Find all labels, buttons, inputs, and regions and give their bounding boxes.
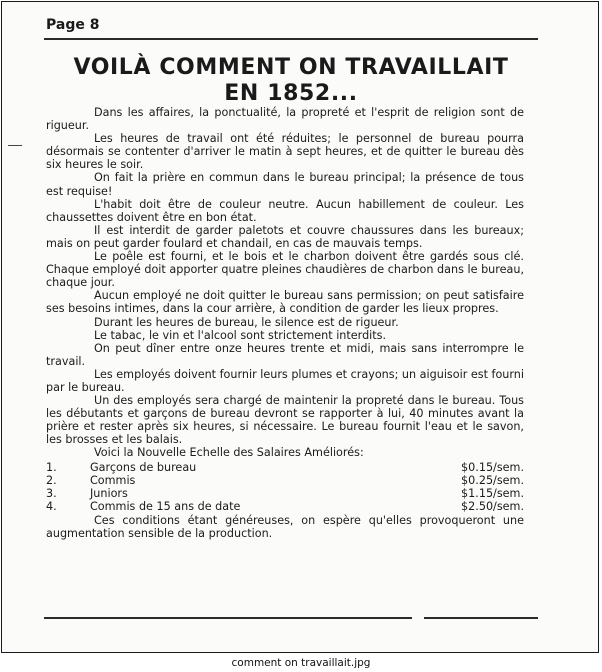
paragraph: L'habit doit être de couleur neutre. Aucun habillement de couleur. Les chaussettes doivent être en bon état. [46,197,524,224]
wage-number: 1. [46,460,57,474]
wage-amount: $0.25/sem. [461,473,524,487]
paragraph: Le tabac, le vin et l'alcool sont strictement interdits. [94,328,387,342]
wage-row [46,500,524,513]
wage-amount: $0.15/sem. [461,460,524,474]
title-line-2: EN 1852... [224,81,358,106]
image-filename-caption: comment on travaillait.jpg [231,657,371,669]
paragraph: Il est interdit de garder paletots et couvre chaussures dans les bureaux; mais on peut garder foulard et chandail, en cas de mauvais temps. [46,223,524,250]
footer-rule [44,617,412,619]
margin-mark [8,145,22,146]
paragraph: Aucun employé ne doit quitter le bureau sans permission; on peut satisfaire ses besoins intimes, dans la cour arrière, à condition de garder les lieux propres. [46,289,524,316]
wage-row [46,474,524,487]
page-number: Page 8 [46,17,100,33]
wage-scale-list [46,461,524,513]
wage-label: Commis [90,473,136,487]
footer-rule [424,617,538,619]
header-rule [44,38,538,40]
closing-paragraph: Ces conditions étant généreuses, on espère qu'elles provoqueront une augmentation sensible de la production. [46,513,524,540]
paragraph: Les heures de travail ont été réduites; le personnel de bureau pourra désormais se contenter d'arriver le matin à sept heures, et de quitter le bureau dès six heures le soir. [46,132,524,172]
article-body [46,106,524,540]
wage-row [46,487,524,500]
wage-label: Garçons de bureau [90,460,197,474]
wage-amount: $1.15/sem. [461,486,524,500]
article-title [44,55,538,107]
paragraph: Le poêle est fourni, et le bois et le charbon doivent être gardés sous clé. Chaque employé doit apporter quatre pleines chaudières de charbon dans le bureau, chaque jour. [46,250,524,290]
wage-scale-intro: Voici la Nouvelle Echelle des Salaires Améliorés: [94,446,364,460]
wage-row [46,461,524,474]
paragraph: On fait la prière en commun dans le bureau principal; la présence de tous est requise! [46,171,524,198]
wage-label: Commis de 15 ans de date [90,499,241,513]
paragraph: On peut dîner entre onze heures trente et midi, mais sans interrompre le travail. [46,341,524,368]
wage-number: 2. [46,473,57,487]
wage-amount: $2.50/sem. [461,499,524,513]
wage-label: Juniors [90,486,128,500]
paragraph: Les employés doivent fournir leurs plumes et crayons; un aiguisoir est fourni par le bureau. [46,367,524,394]
wage-number: 4. [46,499,57,513]
paragraph: Un des employés sera chargé de maintenir la propreté dans le bureau. Tous les débutants et garçons de bureau devront se rapporter à lui, 40 minutes avant la prière et rester après six heures, si nécessaire. Le bureau fournit l'eau et le savon, les brosses et les balais. [46,394,524,447]
paragraph: Durant les heures de bureau, le silence est de rigueur. [94,315,399,329]
paragraph: Dans les affaires, la ponctualité, la propreté et l'esprit de religion sont de rigueur. [46,106,524,133]
title-line-1: VOILÀ COMMENT ON TRAVAILLAIT [73,55,509,80]
wage-number: 3. [46,486,57,500]
